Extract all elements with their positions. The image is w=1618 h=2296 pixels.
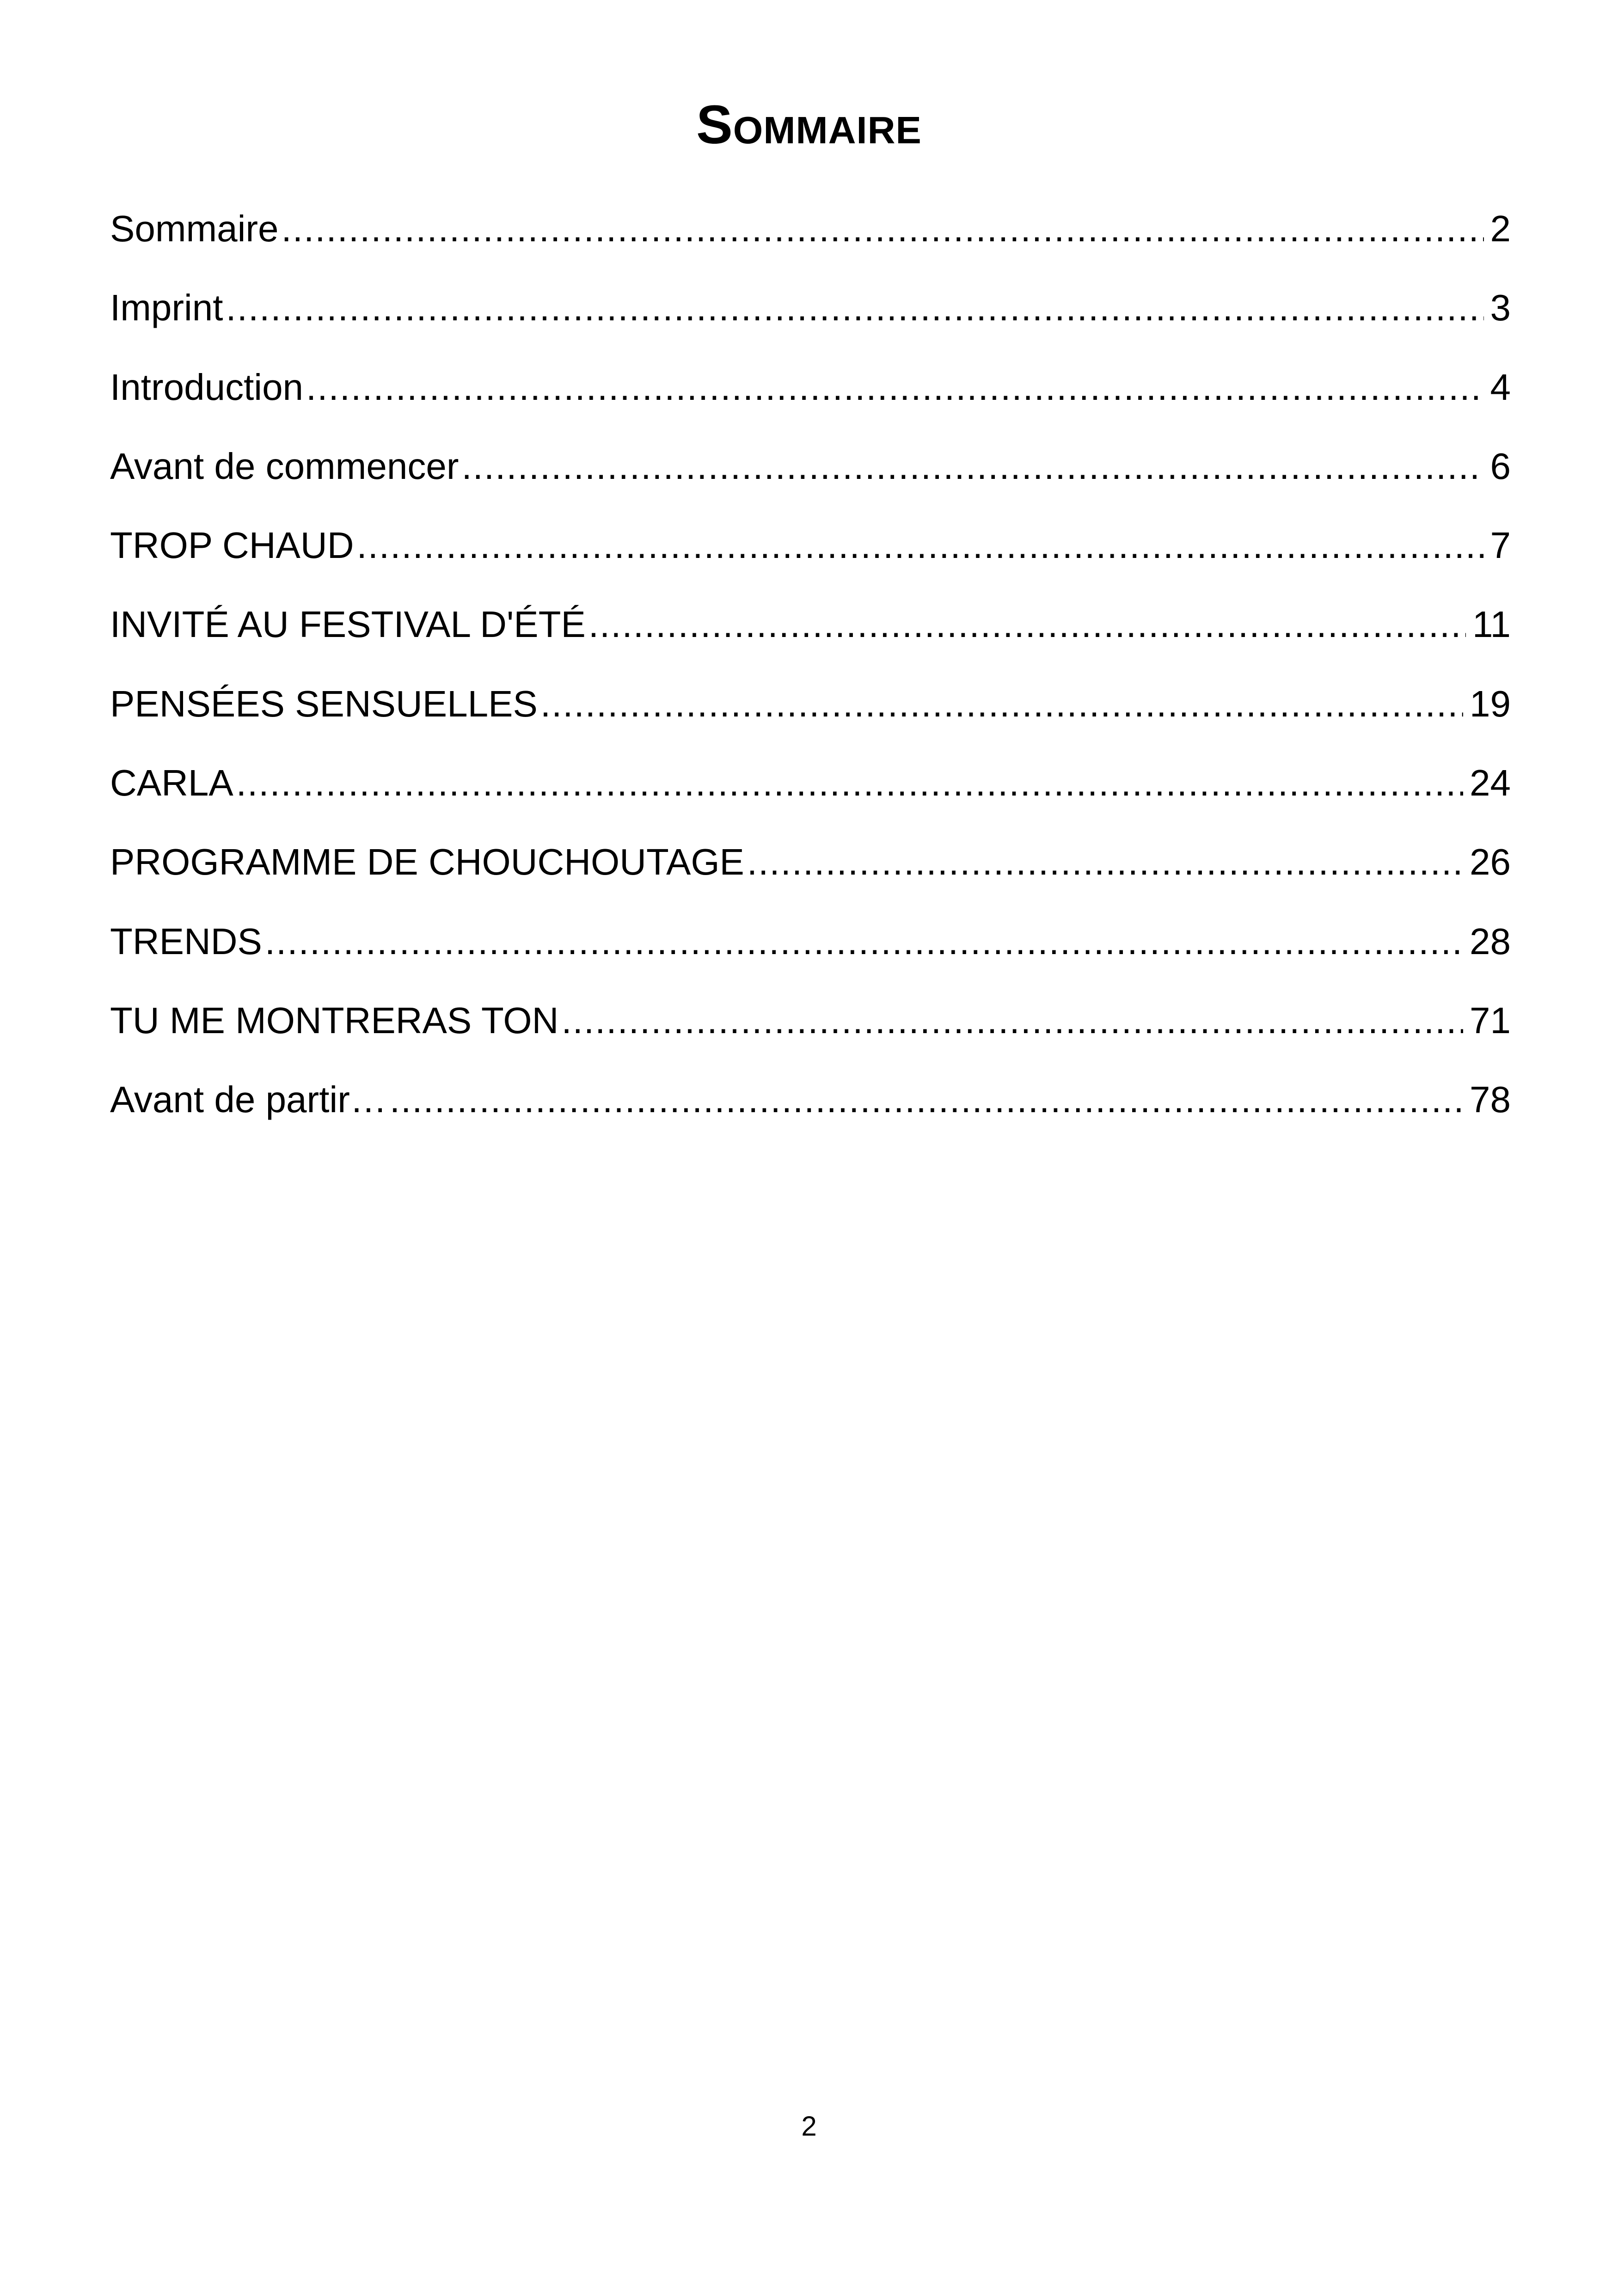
toc-dot-leader bbox=[747, 827, 1463, 897]
toc-entry-pensees-sensuelles[interactable] bbox=[110, 669, 1511, 748]
toc-entry-label: TROP CHAUD bbox=[110, 525, 354, 566]
toc-entry-label: Avant de partir… bbox=[110, 1079, 387, 1120]
toc-entry-label: Imprint bbox=[110, 287, 223, 329]
toc-entry-page: 28 bbox=[1470, 920, 1511, 962]
toc-entry-avant-de-commencer[interactable] bbox=[110, 432, 1511, 511]
toc-entry-page: 19 bbox=[1470, 683, 1511, 724]
toc-entry-page: 6 bbox=[1490, 445, 1511, 487]
toc-entry-avant-de-partir[interactable] bbox=[110, 1065, 1511, 1144]
toc-dot-leader bbox=[226, 273, 1484, 343]
toc-entry-label: PENSÉES SENSUELLES bbox=[110, 683, 538, 724]
toc-entry-page: 71 bbox=[1470, 999, 1511, 1041]
toc-entry-imprint[interactable] bbox=[110, 273, 1511, 352]
toc-dot-leader bbox=[306, 353, 1483, 422]
toc-entry-label: Avant de commencer bbox=[110, 445, 459, 487]
toc-entry-page: 7 bbox=[1490, 525, 1511, 566]
page-title: Sommaire bbox=[696, 94, 922, 155]
toc-dot-leader bbox=[461, 432, 1483, 501]
toc-entry-sommaire[interactable] bbox=[110, 194, 1511, 273]
toc-entry-carla[interactable] bbox=[110, 748, 1511, 827]
toc-entry-page: 24 bbox=[1470, 762, 1511, 804]
toc-dot-leader bbox=[561, 986, 1463, 1055]
toc-dot-leader bbox=[265, 907, 1463, 976]
toc-entry-label: TU ME MONTRERAS TON bbox=[110, 999, 559, 1041]
toc-dot-leader bbox=[282, 194, 1484, 263]
toc-entry-tu-me-montreras-ton[interactable] bbox=[110, 986, 1511, 1065]
page-number: 2 bbox=[801, 2111, 817, 2142]
toc-dot-leader bbox=[540, 669, 1463, 739]
toc-entry-invite-au-festival[interactable] bbox=[110, 590, 1511, 669]
toc-entry-trop-chaud[interactable] bbox=[110, 511, 1511, 590]
toc-entry-programme-de-chouchoutage[interactable] bbox=[110, 827, 1511, 906]
toc-entry-label: CARLA bbox=[110, 762, 233, 804]
toc-entry-page: 4 bbox=[1490, 366, 1511, 408]
toc-entry-page: 2 bbox=[1490, 208, 1511, 249]
toc-entry-page: 3 bbox=[1490, 287, 1511, 329]
toc-dot-leader bbox=[588, 590, 1466, 659]
toc-entry-label: Sommaire bbox=[110, 208, 279, 249]
toc-entry-introduction[interactable] bbox=[110, 353, 1511, 432]
toc-entry-page: 26 bbox=[1470, 841, 1511, 883]
toc-entry-label: PROGRAMME DE CHOUCHOUTAGE bbox=[110, 841, 744, 883]
table-of-contents bbox=[110, 194, 1511, 1145]
toc-entry-label: TRENDS bbox=[110, 920, 262, 962]
toc-entry-label: Introduction bbox=[110, 366, 304, 408]
toc-entry-page: 78 bbox=[1470, 1079, 1511, 1120]
toc-entry-trends[interactable] bbox=[110, 907, 1511, 986]
toc-entry-page: 11 bbox=[1472, 604, 1511, 645]
toc-dot-leader bbox=[236, 748, 1463, 818]
toc-entry-label: INVITÉ AU FESTIVAL D'ÉTÉ bbox=[110, 604, 586, 645]
toc-dot-leader bbox=[356, 511, 1483, 580]
toc-dot-leader bbox=[390, 1065, 1463, 1134]
